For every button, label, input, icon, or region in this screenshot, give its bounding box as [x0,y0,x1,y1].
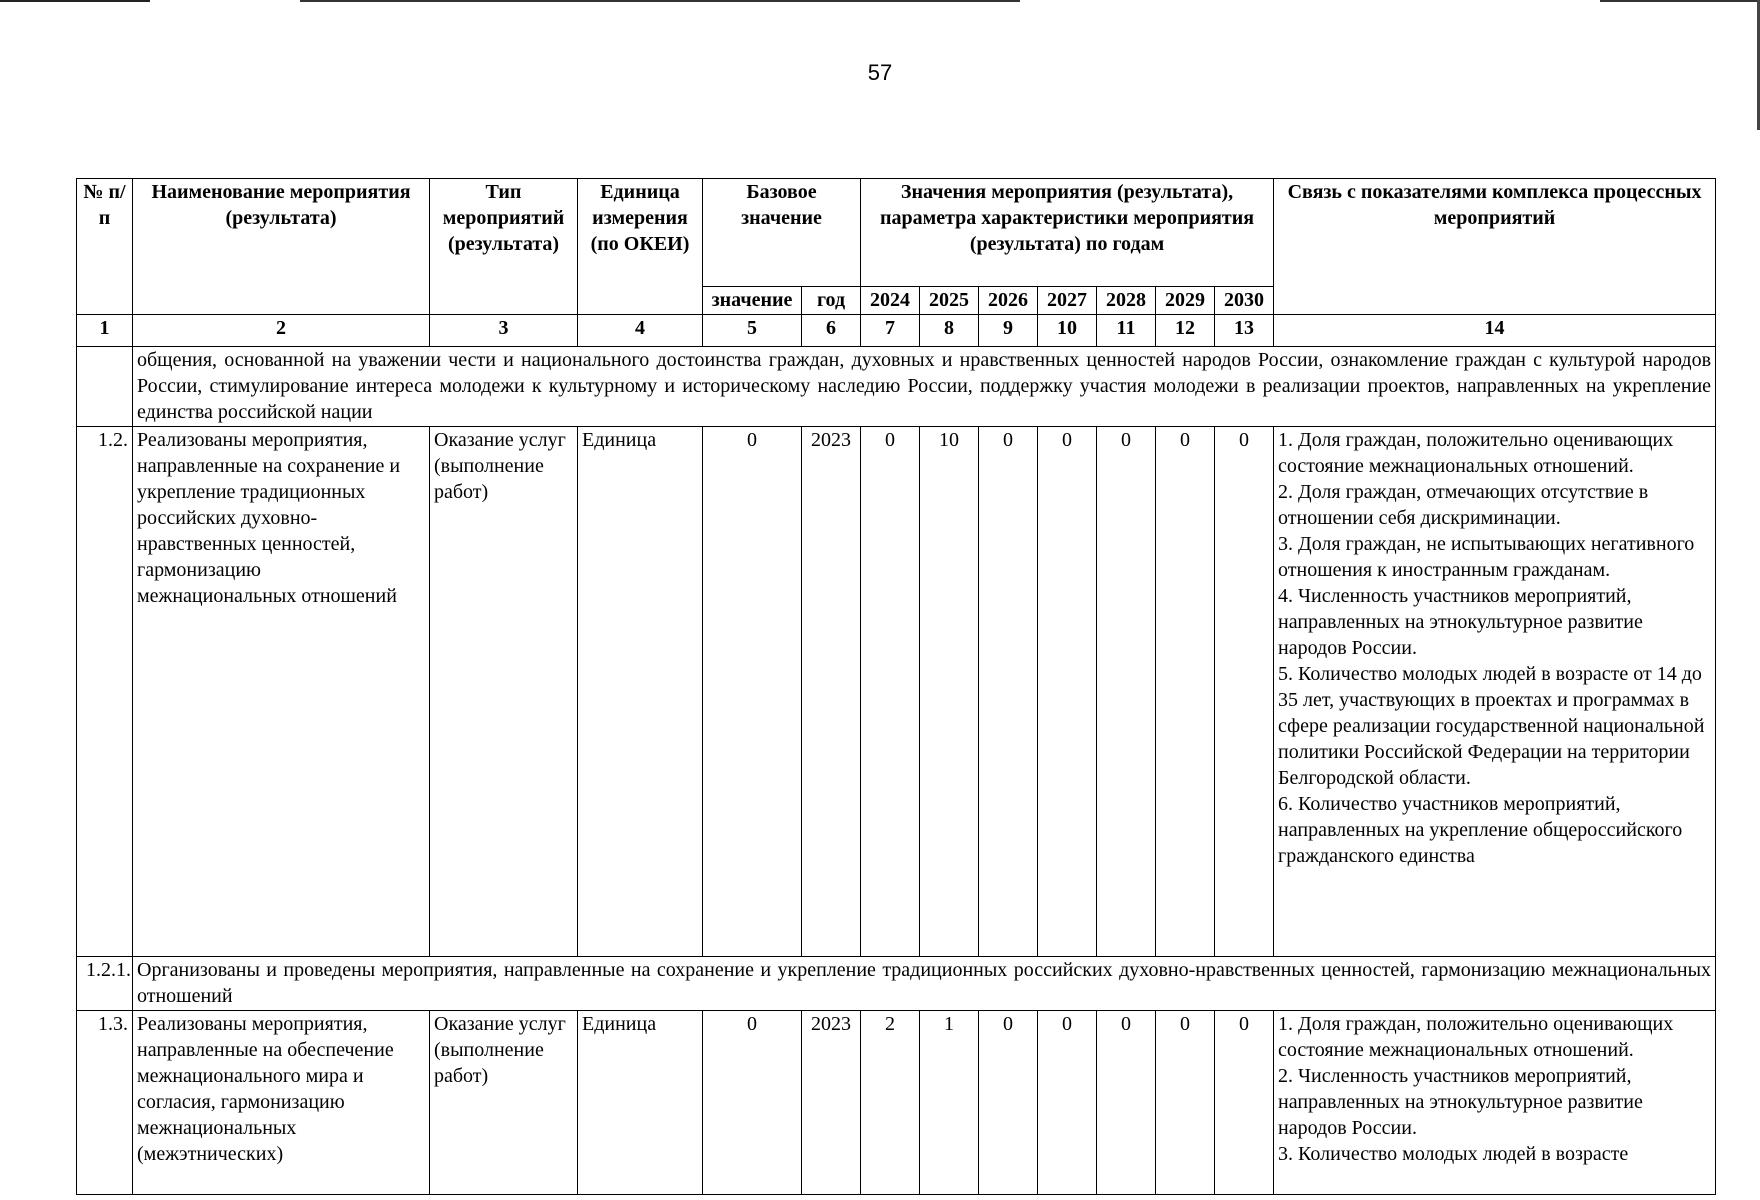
year-value: 0 [1215,427,1274,957]
indicator-link: 5. Количество молодых людей в возрасте от 14 до 35 лет, участвующих в проектах и программах в сфере реализации государственной национальной политики Российской Федерации на территории Белгородской области. [1278,663,1705,789]
measure-name: Реализованы мероприятия, направленные на сохранение и укрепление традиционных российских духовно-нравственных ценностей, гармонизацию межнациональных отношений [133,427,430,957]
table-row-1-2-1 [77,957,1716,1011]
intro-text: общения, основанной на уважении чести и национального достоинства граждан, духовных и нравственных ценностей народов России, ознакомление граждан с культурой народов России, стимулирование интереса молодежи к культурному и историческому наследию России, поддержку участия молодежи в реализации проектов, направленных на укрепление единства российской нации [133,347,1716,427]
intro-row [77,347,1716,427]
column-number: 1 [77,315,133,347]
year-value: 0 [1156,427,1215,957]
column-number: 12 [1156,315,1215,347]
table-row-1-2 [77,427,1716,957]
header-year: 2028 [1097,287,1156,315]
column-number: 3 [430,315,578,347]
measures-table [76,178,1716,1195]
year-value: 0 [1038,1011,1097,1195]
column-number: 10 [1038,315,1097,347]
header-year: 2025 [920,287,979,315]
column-number: 4 [578,315,703,347]
header-year: 2024 [861,287,920,315]
header-num: № п/п [77,179,133,315]
column-number: 2 [133,315,430,347]
header-link: Связь с показателями комплекса процессных мероприятий [1274,179,1716,315]
year-value: 0 [1215,1011,1274,1195]
indicator-link: 1. Доля граждан, положительно оценивающих состояние межнациональных отношений. [1278,429,1674,477]
year-value: 0 [979,427,1038,957]
row-number: 1.2. [77,427,133,957]
subtask-text: Организованы и проведены мероприятия, направленные на сохранение и укрепление традиционных российских духовно-нравственных ценностей, гармонизацию межнациональных отношений [133,957,1716,1011]
page-number: 57 [867,60,893,85]
measure-unit: Единица [578,1011,703,1195]
year-value: 0 [1097,427,1156,957]
indicator-link: 3. Доля граждан, не испытывающих негативного отношения к иностранным гражданам. [1278,533,1695,581]
column-number-row [77,315,1716,347]
header-values-group: Значения мероприятия (результата), параметра характеристики мероприятия (результата) по годам [861,179,1274,287]
base-value: 0 [703,427,802,957]
table-row-1-3 [77,1011,1716,1195]
intro-num-cell [77,347,133,427]
base-year: 2023 [802,1011,861,1195]
column-number: 9 [979,315,1038,347]
header-base-year: год [802,287,861,315]
measure-unit: Единица [578,427,703,957]
year-value: 10 [920,427,979,957]
year-value: 0 [1156,1011,1215,1195]
header-year: 2030 [1215,287,1274,315]
year-value: 2 [861,1011,920,1195]
indicator-link: 2. Доля граждан, отмечающих отсутствие в отношении себя дискриминации. [1278,481,1649,529]
header-base-value: значение [703,287,802,315]
year-value: 0 [861,427,920,957]
header-year: 2029 [1156,287,1215,315]
year-value: 1 [920,1011,979,1195]
header-year: 2026 [979,287,1038,315]
indicator-link: 4. Численность участников мероприятий, направленных на этнокультурное развитие народов России. [1278,585,1643,659]
scan-top-edge [0,0,1760,3]
measure-type: Оказание услуг (выполнение работ) [430,1011,578,1195]
indicator-link: 1. Доля граждан, положительно оценивающих состояние межнациональных отношений. [1278,1013,1674,1061]
header-name: Наименование мероприятия (результата) [133,179,430,315]
base-year: 2023 [802,427,861,957]
indicator-link: 2. Численность участников мероприятий, направленных на этнокультурное развитие народов России. [1278,1065,1643,1139]
measure-type: Оказание услуг (выполнение работ) [430,427,578,957]
header-year: 2027 [1038,287,1097,315]
indicator-link: 3. Количество молодых людей в возрасте [1278,1143,1629,1165]
year-value: 0 [1038,427,1097,957]
column-number: 5 [703,315,802,347]
indicator-links [1274,427,1716,957]
indicator-link: 6. Количество участников мероприятий, направленных на укрепление общероссийского гражданского единства [1278,793,1683,867]
column-number: 7 [861,315,920,347]
indicator-links [1274,1011,1716,1195]
year-value: 0 [1097,1011,1156,1195]
column-number: 11 [1097,315,1156,347]
header-unit: Единица измерения (по ОКЕИ) [578,179,703,315]
column-number: 8 [920,315,979,347]
measure-name: Реализованы мероприятия, направленные на обеспечение межнационального мира и согласия, гармонизацию межнациональных (межэтнических) [133,1011,430,1195]
column-number: 6 [802,315,861,347]
year-value: 0 [979,1011,1038,1195]
header-base: Базовое значение [703,179,861,287]
header-type: Тип мероприятий (результата) [430,179,578,315]
header-row [77,179,1716,287]
row-number: 1.2.1. [77,957,133,1011]
column-number: 13 [1215,315,1274,347]
base-value: 0 [703,1011,802,1195]
column-number: 14 [1274,315,1716,347]
row-number: 1.3. [77,1011,133,1195]
